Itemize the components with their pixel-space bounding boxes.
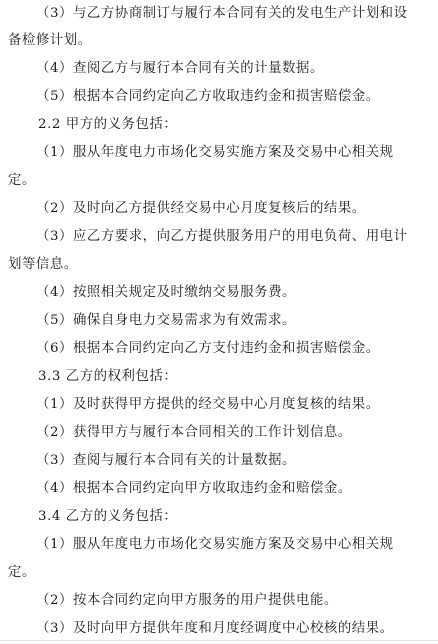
- clause-text-line: 划等信息。: [8, 257, 78, 272]
- clause-text-line: （4）根据本合同约定向甲方收取违约金和赔偿金。: [36, 481, 352, 496]
- clause-text-line: （3）及时向甲方提供年度和月度经调度中心校核的结果。: [36, 621, 394, 636]
- clause-text-line: （1）服从年度电力市场化交易实施方案及交易中心相关规: [36, 145, 394, 160]
- clause-text-line: （3）查阅与履行本合同有关的计量数据。: [36, 453, 296, 468]
- section-heading: 3.4 乙方的义务包括：: [38, 509, 178, 524]
- clause-text-line: （2）及时向乙方提供经交易中心月度复核后的结果。: [36, 201, 366, 216]
- clause-text-line: （1）及时获得甲方提供的经交易中心月度复核的结果。: [36, 397, 380, 412]
- clause-text-line: 备检修计划。: [8, 33, 92, 48]
- clause-text-line: （5）确保自身电力交易需求为有效需求。: [36, 313, 296, 328]
- clause-text-line: （4）查阅乙方与履行本合同有关的计量数据。: [36, 61, 324, 76]
- section-heading: 2.2 甲方的义务包括：: [38, 117, 178, 132]
- clause-text-line: （4）按照相关规定及时缴纳交易服务费。: [36, 285, 296, 300]
- clause-text-line: （5）根据本合同约定向乙方收取违约金和损害赔偿金。: [36, 89, 380, 104]
- clause-text-line: （3）应乙方要求，向乙方提供服务用户的用电负荷、用电计: [36, 229, 408, 244]
- clause-text-line: 定。: [8, 173, 36, 188]
- section-heading: 3.3 乙方的权利包括：: [38, 369, 178, 384]
- clause-text-line: （1）服从年度电力市场化交易实施方案及交易中心相关规: [36, 537, 394, 552]
- clause-text-line: （2）获得甲方与履行本合同相关的工作计划信息。: [36, 425, 352, 440]
- page-edge-divider: [0, 640, 438, 641]
- clause-text-line: （2）按本合同约定向甲方服务的用户提供电能。: [36, 593, 338, 608]
- clause-text-line: （3）与乙方协商制订与履行本合同有关的发电生产计划和设: [36, 6, 408, 21]
- clause-text-line: （6）根据本合同约定向乙方支付违约金和损害赔偿金。: [36, 341, 380, 356]
- clause-text-line: 定。: [8, 565, 36, 580]
